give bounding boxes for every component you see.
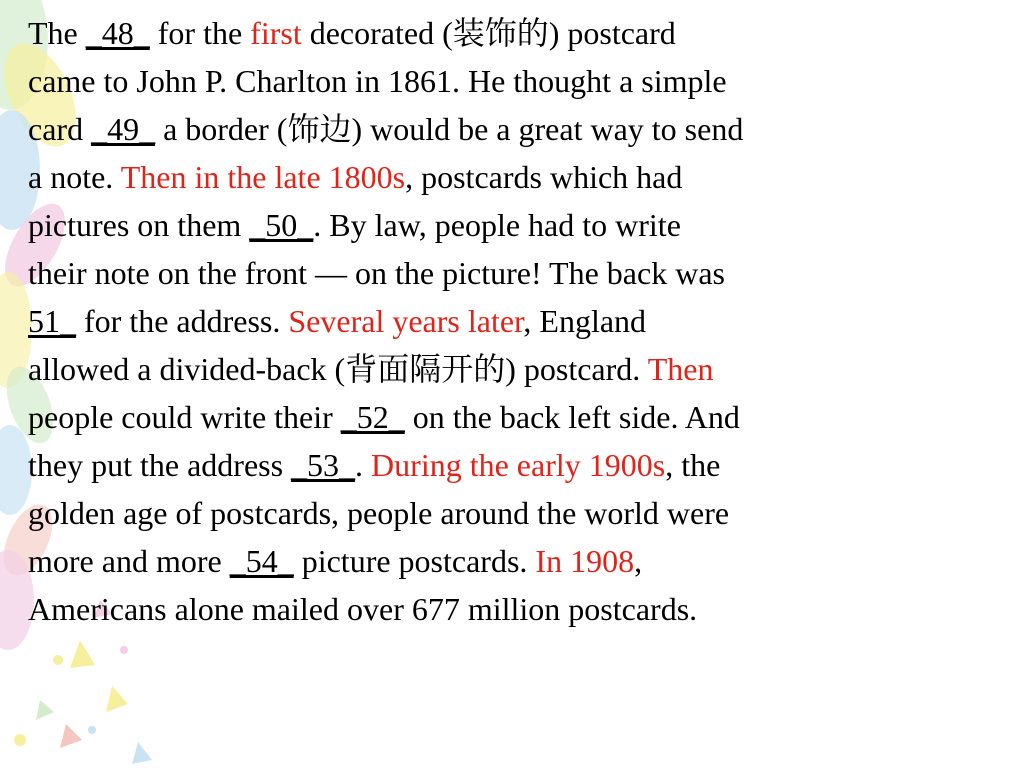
passage-text: for the address. xyxy=(76,303,289,339)
highlighted-time-phrase: Then in the late 1800s xyxy=(120,159,406,195)
passage-line xyxy=(28,249,1008,297)
answer-blank: _49_ xyxy=(91,111,156,147)
passage-line xyxy=(28,489,1008,537)
passage-line xyxy=(28,537,1008,585)
passage-text: , England xyxy=(523,303,647,339)
passage-text: for the xyxy=(149,15,251,51)
passage-line xyxy=(28,153,1008,201)
passage-line xyxy=(28,297,1008,345)
answer-blank: _53_ xyxy=(291,447,356,483)
passage-text: a note. xyxy=(28,159,121,195)
answer-blank: _48_ xyxy=(85,15,150,51)
passage-text: came to John P. Charlton in 1861. He thought a simple xyxy=(28,63,727,99)
passage-text: more and more xyxy=(28,543,230,579)
passage-text: decorated (装饰的) postcard xyxy=(301,15,676,51)
passage-text: The xyxy=(28,15,86,51)
passage-text: golden age of postcards, people around the world were xyxy=(28,495,730,531)
answer-blank: 51_ xyxy=(28,303,76,339)
passage-text: . xyxy=(355,447,372,483)
highlighted-time-phrase: In 1908 xyxy=(535,543,635,579)
passage-text: picture postcards. xyxy=(293,543,536,579)
passage-line xyxy=(28,201,1008,249)
answer-blank: _54_ xyxy=(229,543,294,579)
passage-text: allowed a divided-back (背面隔开的) postcard. xyxy=(28,351,648,387)
passage-line xyxy=(28,105,1008,153)
passage-text: a border (饰边) would be a great way to send xyxy=(155,111,744,147)
passage-text: , postcards which had xyxy=(405,159,683,195)
cloze-passage xyxy=(28,9,1008,633)
passage-line xyxy=(28,9,1008,57)
highlighted-time-phrase: Several years later xyxy=(288,303,524,339)
passage-text: they put the address xyxy=(28,447,292,483)
passage-line xyxy=(28,57,1008,105)
passage-line xyxy=(28,441,1008,489)
passage-text: , xyxy=(634,543,643,579)
passage-text: pictures on them xyxy=(28,207,250,243)
passage-line xyxy=(28,393,1008,441)
passage-line xyxy=(28,585,1008,633)
answer-blank: _50_ xyxy=(249,207,314,243)
passage-text: Americans alone mailed over 677 million postcards. xyxy=(28,591,698,627)
passage-text: , the xyxy=(665,447,721,483)
highlighted-time-phrase: Then xyxy=(647,351,714,387)
answer-blank: _52_ xyxy=(340,399,405,435)
passage-text: on the back left side. And xyxy=(404,399,740,435)
passage-line xyxy=(28,345,1008,393)
passage-text: people could write their xyxy=(28,399,341,435)
highlighted-time-phrase: first xyxy=(250,15,302,51)
passage-text: card xyxy=(28,111,92,147)
passage-text: their note on the front — on the picture! The back was xyxy=(28,255,725,291)
passage-text: . By law, people had to write xyxy=(313,207,681,243)
highlighted-time-phrase: During the early 1900s xyxy=(371,447,666,483)
